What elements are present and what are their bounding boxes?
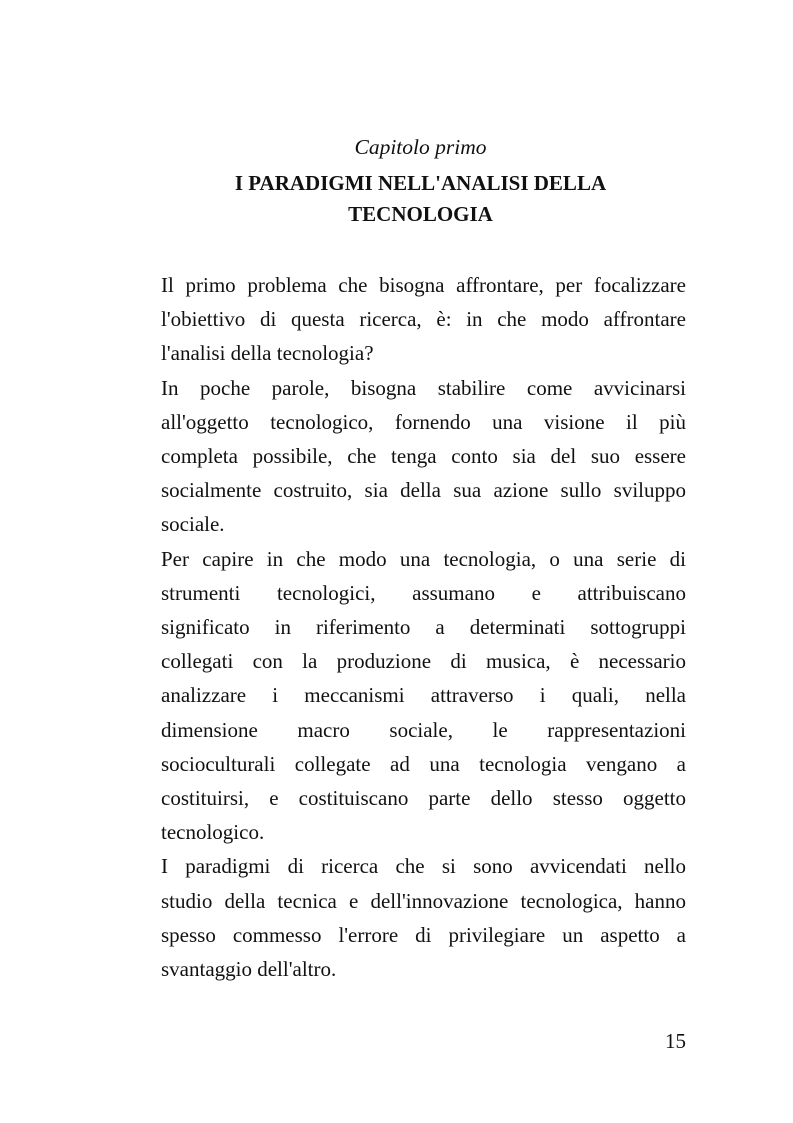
text-line: socialmente costruito, sia della sua azione sullo sviluppo [161,478,686,503]
text-line: socioculturali collegate ad una tecnologia vengano a [161,751,686,776]
text-line: In poche parole, bisogna stabilire come avvicinarsi [161,375,686,400]
text-line: significato in riferimento a determinati sottogruppi [161,615,686,640]
text-line: dimensione macro sociale, le rappresentazioni [161,717,686,742]
text-line: studio della tecnica e dell'innovazione tecnologica, hanno [161,888,686,913]
text-line: all'oggetto tecnologico, fornendo una visione il più [161,409,686,434]
text-line: sociale. [161,512,225,537]
text-line: collegati con la produzione di musica, è necessario [161,649,686,674]
text-line: completa possibile, che tenga conto sia del suo essere [161,444,686,469]
chapter-label: Capitolo primo [354,135,487,159]
text-line: svantaggio dell'altro. [161,957,337,982]
text-line: analizzare i meccanismi attraverso i quali, nella [161,683,686,708]
chapter-title-line-1: I PARADIGMI NELL'ANALISI DELLA [234,171,607,195]
paragraph-1 [161,268,686,371]
text-line: strumenti tecnologici, assumano e attribuiscano [161,580,686,605]
body-text [161,268,686,986]
paragraph-4 [161,849,686,986]
text-line: Per capire in che modo una tecnologia, o una serie di [161,546,686,571]
chapter-title-line-2: TECNOLOGIA [348,202,493,226]
text-line: tecnologico. [161,820,265,845]
text-line: l'analisi della tecnologia? [161,341,374,366]
text-line: I paradigmi di ricerca che si sono avvicendati nello [161,854,686,879]
page-number: 15 [665,1029,686,1053]
paragraph-2 [161,371,686,542]
text-line: costituirsi, e costituiscano parte dello stesso oggetto [161,786,686,811]
text-line: l'obiettivo di questa ricerca, è: in che modo affrontare [161,307,686,332]
paragraph-3 [161,542,686,850]
text-line: Il primo problema che bisogna affrontare, per focalizzare [161,273,686,297]
chapter-title [0,168,793,230]
text-line: spesso commesso l'errore di privilegiare un aspetto a [161,922,686,947]
